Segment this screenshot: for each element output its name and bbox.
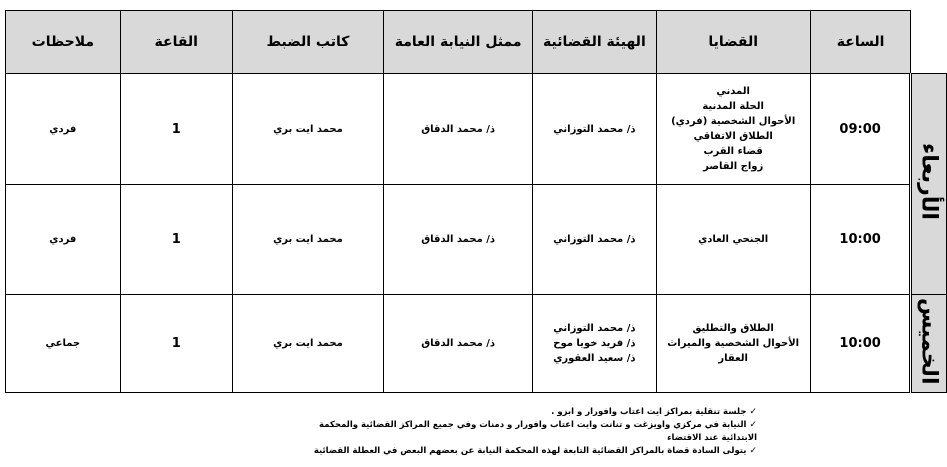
- footnote-text: يتولى السادة قضاة بالمراكز القضائية التابعة لهذه المحكمة النيابة عن بعضهم البعض في العطلة القضائية: [313, 446, 747, 456]
- checkmark-icon: ✓: [749, 407, 757, 417]
- judge-name: ذ/ فريد خويا موح: [553, 338, 636, 349]
- case-type: زواج القاصر: [703, 161, 764, 172]
- day-label-thursday: الخميس: [916, 297, 942, 385]
- cases-cell: [656, 295, 810, 393]
- case-type: الطلاق والتطليق: [692, 323, 774, 334]
- footnote-text: النيابة في مركزي واويزغت و تنانت وايت اعتاب وافورار و دمنات وفي جميع المراكز القضائية والمحكمة: [319, 420, 747, 430]
- header-panel: الهيئة القضائية: [533, 11, 656, 74]
- notes-cell: فردي: [6, 74, 121, 185]
- judge-name: ذ/ محمد التوزاني: [553, 123, 636, 135]
- header-notes: ملاحظات: [6, 11, 121, 74]
- panel-cell: [533, 295, 656, 393]
- header-room: القاعة: [120, 11, 232, 74]
- header-corner-blank: [911, 11, 947, 74]
- judge-name: ذ/ سعيد العقوري: [553, 353, 636, 364]
- time-cell: 10:00: [810, 185, 911, 295]
- time-cell: 10:00: [810, 295, 911, 393]
- notes-cell: فردي: [6, 185, 121, 295]
- footnote-item: [237, 419, 757, 432]
- day-label-wednesday: الأربعاء: [916, 143, 942, 220]
- judge-name: ذ/ محمد التوزاني: [553, 234, 636, 245]
- panel-cell: [533, 74, 656, 185]
- footnote-text: جلسة تنقلية بمراكز ايت اعتاب وافورار و ابزو .: [551, 407, 747, 417]
- day-cell-wednesday: [911, 74, 947, 295]
- footnote-item: [237, 432, 757, 445]
- schedule-table: [5, 10, 947, 393]
- case-type: العقار: [718, 353, 748, 364]
- header-prosecutor: ممثل النيابة العامة: [384, 11, 533, 74]
- header-row: [6, 11, 947, 74]
- footnote-text: الابتدائية عند الاقتضاء: [667, 433, 757, 443]
- checkmark-icon: ✓: [749, 446, 757, 456]
- room-cell: 1: [120, 74, 232, 185]
- room-cell: 1: [120, 185, 232, 295]
- case-type: المدني: [716, 86, 750, 97]
- header-cases: القضايا: [656, 11, 810, 74]
- cases-cell: [656, 74, 810, 185]
- cases-cell: [656, 185, 810, 295]
- footnote-item: [237, 406, 757, 419]
- panel-cell: [533, 185, 656, 295]
- case-type: الأحوال الشخصية والميراث: [667, 338, 800, 349]
- prosecutor-cell: ذ/ محمد الدقاق: [384, 295, 533, 393]
- table-row: [6, 295, 947, 393]
- time-cell: 09:00: [810, 74, 911, 185]
- prosecutor-cell: ذ/ محمد الدقاق: [384, 185, 533, 295]
- header-time: الساعة: [810, 11, 911, 74]
- day-cell-thursday: [911, 295, 947, 393]
- prosecutor-cell: ذ/ محمد الدقاق: [384, 74, 533, 185]
- footnote-item: [237, 445, 757, 458]
- case-type: الأحوال الشخصية (فردي): [671, 116, 796, 127]
- checkmark-icon: ✓: [749, 420, 757, 430]
- footnotes: [237, 406, 757, 458]
- judge-name: ذ/ محمد التوزاني: [553, 323, 636, 334]
- notes-cell: جماعي: [6, 295, 121, 393]
- clerk-cell: محمد ايت بري: [232, 185, 383, 295]
- clerk-cell: محمد ايت بري: [232, 295, 383, 393]
- case-type: قضاء القرب: [703, 146, 763, 157]
- case-type: الطلاق الاتفاقي: [693, 131, 773, 142]
- clerk-cell: محمد ايت بري: [232, 74, 383, 185]
- table-row: [6, 185, 947, 295]
- case-type: الحلة المدنية: [702, 101, 764, 112]
- header-clerk: كاتب الضبط: [232, 11, 383, 74]
- room-cell: 1: [120, 295, 232, 393]
- table-row: [6, 74, 947, 185]
- case-type: الجنحي العادي: [698, 234, 769, 245]
